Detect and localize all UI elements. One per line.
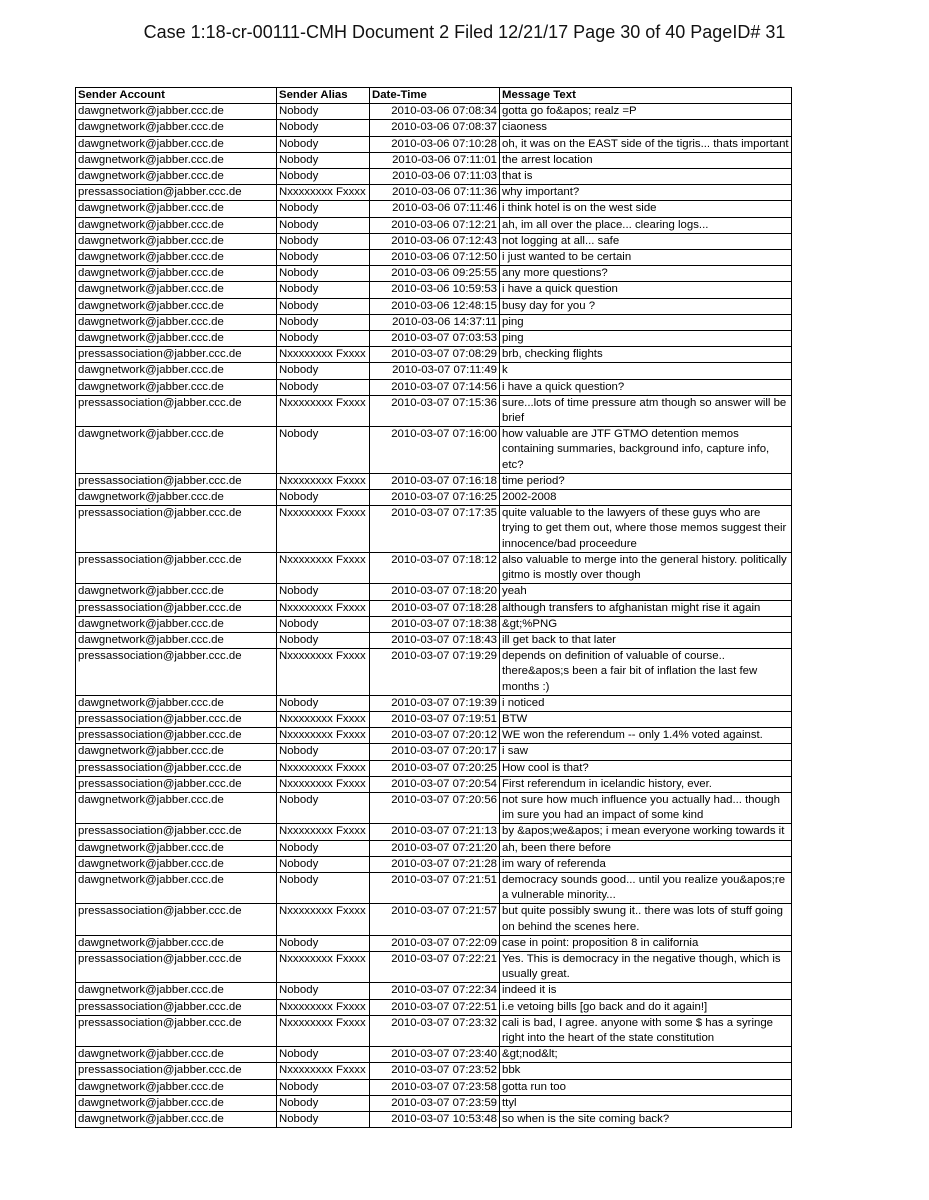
table-row (76, 872, 792, 903)
sender-account-cell: pressassociation@jabber.ccc.de (76, 951, 277, 982)
sender-alias-cell: Nxxxxxxxx Fxxxx (277, 776, 370, 792)
sender-alias-cell: Nobody (277, 744, 370, 760)
message-text-cell: bbk (500, 1063, 792, 1079)
date-time-cell: 2010-03-07 07:22:51 (370, 999, 500, 1015)
table-row (76, 347, 792, 363)
date-time-cell: 2010-03-07 07:19:29 (370, 649, 500, 696)
date-time-cell: 2010-03-07 07:21:13 (370, 824, 500, 840)
sender-alias-cell: Nxxxxxxxx Fxxxx (277, 473, 370, 489)
sender-account-cell: pressassociation@jabber.ccc.de (76, 711, 277, 727)
sender-alias-cell: Nobody (277, 584, 370, 600)
table-row (76, 152, 792, 168)
message-text-cell: &gt;nod&lt; (500, 1047, 792, 1063)
column-header-sender-account: Sender Account (76, 88, 277, 104)
sender-alias-cell: Nxxxxxxxx Fxxxx (277, 185, 370, 201)
date-time-cell: 2010-03-06 07:08:37 (370, 120, 500, 136)
sender-account-cell: pressassociation@jabber.ccc.de (76, 600, 277, 616)
date-time-cell: 2010-03-07 07:23:59 (370, 1095, 500, 1111)
date-time-cell: 2010-03-06 14:37:11 (370, 314, 500, 330)
sender-alias-cell: Nobody (277, 136, 370, 152)
sender-alias-cell: Nobody (277, 169, 370, 185)
message-text-cell: WE won the referendum -- only 1.4% voted against. (500, 728, 792, 744)
message-text-cell: im wary of referenda (500, 856, 792, 872)
table-row (76, 792, 792, 823)
message-text-cell: busy day for you ? (500, 298, 792, 314)
sender-alias-cell: Nobody (277, 217, 370, 233)
message-text-cell: that is (500, 169, 792, 185)
sender-account-cell: dawgnetwork@jabber.ccc.de (76, 616, 277, 632)
sender-alias-cell: Nobody (277, 266, 370, 282)
date-time-cell: 2010-03-06 07:11:01 (370, 152, 500, 168)
sender-account-cell: pressassociation@jabber.ccc.de (76, 347, 277, 363)
table-row (76, 250, 792, 266)
date-time-cell: 2010-03-06 07:11:46 (370, 201, 500, 217)
date-time-cell: 2010-03-06 07:10:28 (370, 136, 500, 152)
table-row (76, 695, 792, 711)
date-time-cell: 2010-03-07 07:23:32 (370, 1015, 500, 1046)
date-time-cell: 2010-03-07 10:53:48 (370, 1112, 500, 1128)
date-time-cell: 2010-03-06 09:25:55 (370, 266, 500, 282)
sender-account-cell: dawgnetwork@jabber.ccc.de (76, 792, 277, 823)
sender-alias-cell: Nobody (277, 1079, 370, 1095)
table-row (76, 266, 792, 282)
message-text-cell: not sure how much influence you actually had... though im sure you had an impact of some kind (500, 792, 792, 823)
message-text-cell: i just wanted to be certain (500, 250, 792, 266)
sender-account-cell: dawgnetwork@jabber.ccc.de (76, 120, 277, 136)
sender-account-cell: pressassociation@jabber.ccc.de (76, 824, 277, 840)
sender-alias-cell: Nobody (277, 616, 370, 632)
table-row (76, 744, 792, 760)
table-row (76, 395, 792, 426)
sender-alias-cell: Nobody (277, 695, 370, 711)
date-time-cell: 2010-03-07 07:18:12 (370, 552, 500, 583)
message-text-cell: BTW (500, 711, 792, 727)
date-time-cell: 2010-03-07 07:20:12 (370, 728, 500, 744)
table-row (76, 776, 792, 792)
sender-alias-cell: Nobody (277, 840, 370, 856)
table-row (76, 711, 792, 727)
table-row (76, 363, 792, 379)
sender-alias-cell: Nobody (277, 152, 370, 168)
message-text-cell: not logging at all... safe (500, 233, 792, 249)
date-time-cell: 2010-03-07 07:20:56 (370, 792, 500, 823)
date-time-cell: 2010-03-07 07:19:39 (370, 695, 500, 711)
message-text-cell: gotta run too (500, 1079, 792, 1095)
message-text-cell: time period? (500, 473, 792, 489)
date-time-cell: 2010-03-07 07:11:49 (370, 363, 500, 379)
sender-account-cell: pressassociation@jabber.ccc.de (76, 1015, 277, 1046)
table-row (76, 314, 792, 330)
sender-account-cell: dawgnetwork@jabber.ccc.de (76, 584, 277, 600)
sender-alias-cell: Nobody (277, 1112, 370, 1128)
message-text-cell: cali is bad, I agree. anyone with some $ has a syringe right into the heart of the state constitution (500, 1015, 792, 1046)
message-text-cell: depends on definition of valuable of course.. there&apos;s been a fair bit of inflation the last few months :) (500, 649, 792, 696)
sender-account-cell: pressassociation@jabber.ccc.de (76, 728, 277, 744)
sender-alias-cell: Nxxxxxxxx Fxxxx (277, 760, 370, 776)
message-text-cell: sure...lots of time pressure atm though so answer will be brief (500, 395, 792, 426)
date-time-cell: 2010-03-06 07:11:36 (370, 185, 500, 201)
sender-account-cell: dawgnetwork@jabber.ccc.de (76, 379, 277, 395)
sender-account-cell: dawgnetwork@jabber.ccc.de (76, 363, 277, 379)
date-time-cell: 2010-03-07 07:18:38 (370, 616, 500, 632)
sender-alias-cell: Nobody (277, 363, 370, 379)
table-row (76, 331, 792, 347)
message-text-cell: democracy sounds good... until you realize you&apos;re a vulnerable minority... (500, 872, 792, 903)
table-row (76, 298, 792, 314)
message-text-cell: 2002-2008 (500, 490, 792, 506)
table-row (76, 856, 792, 872)
sender-account-cell: pressassociation@jabber.ccc.de (76, 1063, 277, 1079)
sender-alias-cell: Nobody (277, 331, 370, 347)
message-text-cell: by &apos;we&apos; i mean everyone working towards it (500, 824, 792, 840)
sender-alias-cell: Nxxxxxxxx Fxxxx (277, 824, 370, 840)
table-row (76, 233, 792, 249)
date-time-cell: 2010-03-07 07:22:34 (370, 983, 500, 999)
message-text-cell: ah, been there before (500, 840, 792, 856)
date-time-cell: 2010-03-07 07:20:17 (370, 744, 500, 760)
date-time-cell: 2010-03-07 07:16:25 (370, 490, 500, 506)
message-text-cell: oh, it was on the EAST side of the tigris... thats important (500, 136, 792, 152)
sender-account-cell: dawgnetwork@jabber.ccc.de (76, 250, 277, 266)
date-time-cell: 2010-03-07 07:21:57 (370, 904, 500, 935)
sender-alias-cell: Nxxxxxxxx Fxxxx (277, 728, 370, 744)
column-header-message-text: Message Text (500, 88, 792, 104)
sender-account-cell: dawgnetwork@jabber.ccc.de (76, 983, 277, 999)
table-row (76, 379, 792, 395)
sender-alias-cell: Nxxxxxxxx Fxxxx (277, 552, 370, 583)
message-text-cell: &gt;%PNG (500, 616, 792, 632)
table-row (76, 616, 792, 632)
date-time-cell: 2010-03-07 07:22:09 (370, 935, 500, 951)
date-time-cell: 2010-03-07 07:23:58 (370, 1079, 500, 1095)
table-row (76, 649, 792, 696)
sender-account-cell: dawgnetwork@jabber.ccc.de (76, 490, 277, 506)
table-row (76, 490, 792, 506)
sender-alias-cell: Nxxxxxxxx Fxxxx (277, 951, 370, 982)
message-text-cell: any more questions? (500, 266, 792, 282)
date-time-cell: 2010-03-07 07:16:18 (370, 473, 500, 489)
date-time-cell: 2010-03-07 07:16:00 (370, 427, 500, 474)
message-text-cell: also valuable to merge into the general history. politically gitmo is mostly over though (500, 552, 792, 583)
message-text-cell: indeed it is (500, 983, 792, 999)
date-time-cell: 2010-03-07 07:18:43 (370, 632, 500, 648)
date-time-cell: 2010-03-06 12:48:15 (370, 298, 500, 314)
sender-account-cell: dawgnetwork@jabber.ccc.de (76, 744, 277, 760)
sender-alias-cell: Nobody (277, 632, 370, 648)
message-text-cell: ping (500, 314, 792, 330)
date-time-cell: 2010-03-07 07:21:20 (370, 840, 500, 856)
date-time-cell: 2010-03-07 07:23:40 (370, 1047, 500, 1063)
message-text-cell: the arrest location (500, 152, 792, 168)
table-header-row (76, 88, 792, 104)
sender-alias-cell: Nxxxxxxxx Fxxxx (277, 711, 370, 727)
date-time-cell: 2010-03-07 07:14:56 (370, 379, 500, 395)
sender-alias-cell: Nobody (277, 298, 370, 314)
sender-account-cell: pressassociation@jabber.ccc.de (76, 904, 277, 935)
message-text-cell: How cool is that? (500, 760, 792, 776)
table-row (76, 473, 792, 489)
sender-account-cell: pressassociation@jabber.ccc.de (76, 760, 277, 776)
table-row (76, 136, 792, 152)
sender-account-cell: dawgnetwork@jabber.ccc.de (76, 201, 277, 217)
table-row (76, 983, 792, 999)
message-text-cell: ping (500, 331, 792, 347)
sender-alias-cell: Nxxxxxxxx Fxxxx (277, 904, 370, 935)
sender-account-cell: pressassociation@jabber.ccc.de (76, 506, 277, 553)
sender-account-cell: dawgnetwork@jabber.ccc.de (76, 1112, 277, 1128)
sender-alias-cell: Nxxxxxxxx Fxxxx (277, 600, 370, 616)
date-time-cell: 2010-03-06 07:12:50 (370, 250, 500, 266)
sender-account-cell: dawgnetwork@jabber.ccc.de (76, 632, 277, 648)
table-row (76, 104, 792, 120)
sender-account-cell: dawgnetwork@jabber.ccc.de (76, 872, 277, 903)
message-text-cell: ttyl (500, 1095, 792, 1111)
date-time-cell: 2010-03-07 07:08:29 (370, 347, 500, 363)
sender-account-cell: dawgnetwork@jabber.ccc.de (76, 104, 277, 120)
sender-alias-cell: Nobody (277, 282, 370, 298)
sender-alias-cell: Nobody (277, 1095, 370, 1111)
table-row (76, 1079, 792, 1095)
date-time-cell: 2010-03-07 07:21:51 (370, 872, 500, 903)
sender-alias-cell: Nobody (277, 872, 370, 903)
message-text-cell: but quite possibly swung it.. there was lots of stuff going on behind the scenes here. (500, 904, 792, 935)
message-text-cell: First referendum in icelandic history, ever. (500, 776, 792, 792)
table-row (76, 951, 792, 982)
sender-account-cell: dawgnetwork@jabber.ccc.de (76, 136, 277, 152)
date-time-cell: 2010-03-07 07:19:51 (370, 711, 500, 727)
sender-alias-cell: Nxxxxxxxx Fxxxx (277, 649, 370, 696)
sender-account-cell: dawgnetwork@jabber.ccc.de (76, 314, 277, 330)
message-text-cell: ah, im all over the place... clearing logs... (500, 217, 792, 233)
sender-alias-cell: Nxxxxxxxx Fxxxx (277, 395, 370, 426)
sender-account-cell: dawgnetwork@jabber.ccc.de (76, 427, 277, 474)
message-text-cell: ill get back to that later (500, 632, 792, 648)
message-text-cell: quite valuable to the lawyers of these guys who are trying to get them out, where those memos suggest their innocence/bad proceedure (500, 506, 792, 553)
sender-account-cell: dawgnetwork@jabber.ccc.de (76, 152, 277, 168)
message-text-cell: i have a quick question? (500, 379, 792, 395)
sender-alias-cell: Nobody (277, 104, 370, 120)
sender-account-cell: pressassociation@jabber.ccc.de (76, 776, 277, 792)
table-row (76, 1095, 792, 1111)
date-time-cell: 2010-03-06 10:59:53 (370, 282, 500, 298)
date-time-cell: 2010-03-07 07:17:35 (370, 506, 500, 553)
sender-account-cell: dawgnetwork@jabber.ccc.de (76, 856, 277, 872)
table-row (76, 282, 792, 298)
sender-account-cell: dawgnetwork@jabber.ccc.de (76, 282, 277, 298)
table-row (76, 1063, 792, 1079)
sender-account-cell: dawgnetwork@jabber.ccc.de (76, 217, 277, 233)
date-time-cell: 2010-03-07 07:20:25 (370, 760, 500, 776)
sender-alias-cell: Nobody (277, 379, 370, 395)
table-row (76, 632, 792, 648)
date-time-cell: 2010-03-07 07:22:21 (370, 951, 500, 982)
sender-alias-cell: Nxxxxxxxx Fxxxx (277, 1015, 370, 1046)
column-header-date-time: Date-Time (370, 88, 500, 104)
sender-alias-cell: Nobody (277, 792, 370, 823)
chat-log-table (75, 87, 792, 1128)
message-text-cell: k (500, 363, 792, 379)
sender-alias-cell: Nxxxxxxxx Fxxxx (277, 999, 370, 1015)
sender-alias-cell: Nobody (277, 250, 370, 266)
sender-alias-cell: Nobody (277, 935, 370, 951)
table-row (76, 904, 792, 935)
page-header: Case 1:18-cr-00111-CMH Document 2 Filed 12/21/17 Page 30 of 40 PageID# 31 (143, 22, 786, 42)
sender-account-cell: dawgnetwork@jabber.ccc.de (76, 169, 277, 185)
table-row (76, 600, 792, 616)
table-row (76, 840, 792, 856)
table-row (76, 201, 792, 217)
sender-alias-cell: Nxxxxxxxx Fxxxx (277, 1063, 370, 1079)
message-text-cell: i have a quick question (500, 282, 792, 298)
sender-account-cell: dawgnetwork@jabber.ccc.de (76, 935, 277, 951)
date-time-cell: 2010-03-07 07:20:54 (370, 776, 500, 792)
table-row (76, 120, 792, 136)
table-row (76, 1047, 792, 1063)
sender-alias-cell: Nobody (277, 856, 370, 872)
table-row (76, 427, 792, 474)
date-time-cell: 2010-03-07 07:18:20 (370, 584, 500, 600)
sender-account-cell: dawgnetwork@jabber.ccc.de (76, 840, 277, 856)
message-text-cell: i think hotel is on the west side (500, 201, 792, 217)
sender-account-cell: dawgnetwork@jabber.ccc.de (76, 1095, 277, 1111)
message-text-cell: how valuable are JTF GTMO detention memos containing summaries, background info, capture info, etc? (500, 427, 792, 474)
table-row (76, 506, 792, 553)
sender-account-cell: pressassociation@jabber.ccc.de (76, 185, 277, 201)
table-row (76, 552, 792, 583)
message-text-cell: so when is the site coming back? (500, 1112, 792, 1128)
sender-account-cell: pressassociation@jabber.ccc.de (76, 552, 277, 583)
table-row (76, 824, 792, 840)
message-text-cell: ciaoness (500, 120, 792, 136)
sender-alias-cell: Nxxxxxxxx Fxxxx (277, 347, 370, 363)
message-text-cell: i.e vetoing bills [go back and do it again!] (500, 999, 792, 1015)
date-time-cell: 2010-03-06 07:11:03 (370, 169, 500, 185)
table-row (76, 169, 792, 185)
message-text-cell: yeah (500, 584, 792, 600)
sender-account-cell: dawgnetwork@jabber.ccc.de (76, 1047, 277, 1063)
message-text-cell: gotta go fo&apos; realz =P (500, 104, 792, 120)
sender-alias-cell: Nobody (277, 427, 370, 474)
sender-alias-cell: Nobody (277, 983, 370, 999)
sender-alias-cell: Nobody (277, 233, 370, 249)
message-text-cell: why important? (500, 185, 792, 201)
sender-account-cell: dawgnetwork@jabber.ccc.de (76, 695, 277, 711)
message-text-cell: case in point: proposition 8 in california (500, 935, 792, 951)
table-row (76, 935, 792, 951)
sender-alias-cell: Nobody (277, 490, 370, 506)
message-text-cell: brb, checking flights (500, 347, 792, 363)
date-time-cell: 2010-03-07 07:03:53 (370, 331, 500, 347)
date-time-cell: 2010-03-07 07:18:28 (370, 600, 500, 616)
table-row (76, 1015, 792, 1046)
table-body (76, 104, 792, 1128)
sender-alias-cell: Nobody (277, 1047, 370, 1063)
date-time-cell: 2010-03-07 07:23:52 (370, 1063, 500, 1079)
table-row (76, 1112, 792, 1128)
sender-account-cell: pressassociation@jabber.ccc.de (76, 473, 277, 489)
sender-account-cell: pressassociation@jabber.ccc.de (76, 395, 277, 426)
table-row (76, 185, 792, 201)
date-time-cell: 2010-03-07 07:15:36 (370, 395, 500, 426)
table-row (76, 999, 792, 1015)
message-text-cell: Yes. This is democracy in the negative though, which is usually great. (500, 951, 792, 982)
date-time-cell: 2010-03-07 07:21:28 (370, 856, 500, 872)
message-text-cell: i noticed (500, 695, 792, 711)
message-text-cell: i saw (500, 744, 792, 760)
sender-account-cell: pressassociation@jabber.ccc.de (76, 649, 277, 696)
sender-account-cell: dawgnetwork@jabber.ccc.de (76, 298, 277, 314)
table-row (76, 760, 792, 776)
table-row (76, 728, 792, 744)
date-time-cell: 2010-03-06 07:12:43 (370, 233, 500, 249)
table-row (76, 217, 792, 233)
message-text-cell: although transfers to afghanistan might rise it again (500, 600, 792, 616)
sender-account-cell: dawgnetwork@jabber.ccc.de (76, 1079, 277, 1095)
sender-account-cell: dawgnetwork@jabber.ccc.de (76, 266, 277, 282)
sender-alias-cell: Nobody (277, 120, 370, 136)
sender-account-cell: dawgnetwork@jabber.ccc.de (76, 331, 277, 347)
sender-account-cell: pressassociation@jabber.ccc.de (76, 999, 277, 1015)
table-row (76, 584, 792, 600)
sender-account-cell: dawgnetwork@jabber.ccc.de (76, 233, 277, 249)
sender-alias-cell: Nobody (277, 314, 370, 330)
sender-alias-cell: Nxxxxxxxx Fxxxx (277, 506, 370, 553)
column-header-sender-alias: Sender Alias (277, 88, 370, 104)
date-time-cell: 2010-03-06 07:08:34 (370, 104, 500, 120)
date-time-cell: 2010-03-06 07:12:21 (370, 217, 500, 233)
sender-alias-cell: Nobody (277, 201, 370, 217)
